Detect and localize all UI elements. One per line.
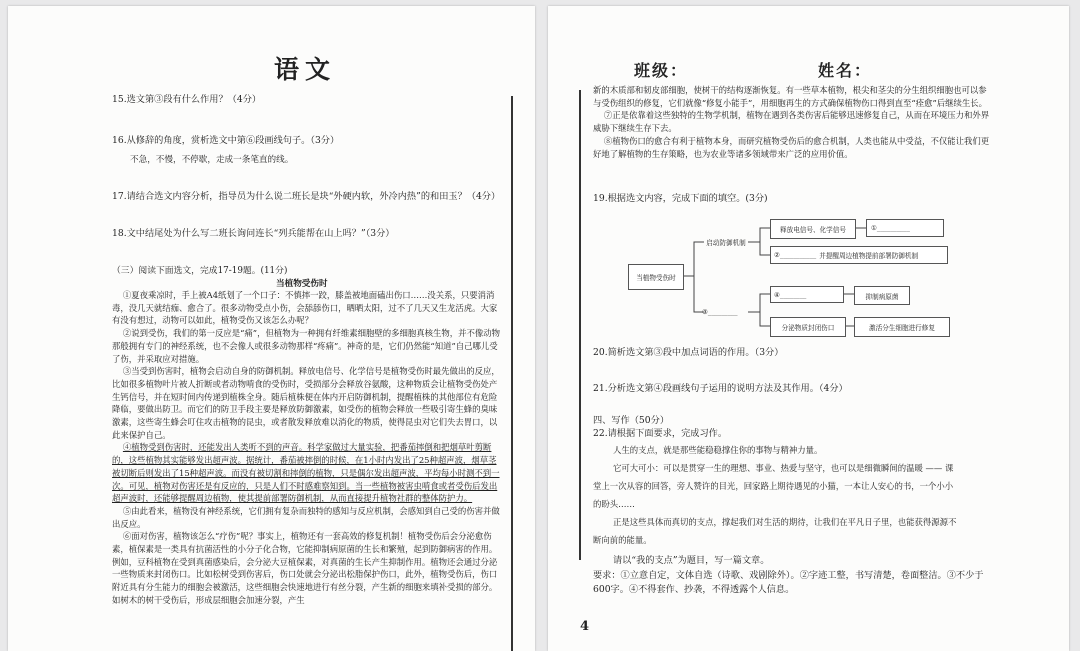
paragraph-1: ①夏夜乘凉时，手上被A4纸划了一个口子：不慎摔一跤，膝盖被地面磕出伤口……没关系，只要消消毒，没几天就结痂、愈合了。很多动物受点小伤，会舔舔伤口，晒晒太阳，过不了几天又生龙活虎。大家有没有想过，动物可以如此，植物受伤又该怎么办呢？ xyxy=(112,290,498,326)
section-heading: （三）阅读下面选文，完成17-19题。(11分) xyxy=(112,266,288,276)
article-body xyxy=(112,289,504,651)
prompt-line-1: 人生的支点，就是那些能稳稳撑住你的事物与精神力量。 xyxy=(613,445,823,455)
question-15: 15.选文第③段有什么作用？（4分） xyxy=(112,94,262,105)
writing-task: 请以“我的支点”为题目，写一篇文章。 xyxy=(613,555,770,566)
prompt-line-2: 它可大可小：可以是贯穿一生的理想、事业、热爱与坚守，也可以是细微瞬间的温暖 —— 课 xyxy=(613,463,954,473)
diagram-blank-2: ②___________ xyxy=(774,251,817,259)
quoted-sentence: 不急，不慢，不停歇，走成一条笔直的线。 xyxy=(130,155,294,165)
article-title: 当植物受伤时 xyxy=(276,279,328,289)
class-label: 班级： xyxy=(634,61,689,80)
exam-page-right xyxy=(548,6,1069,651)
name-label: 姓名： xyxy=(818,61,873,80)
diagram-blank-4: ④________ xyxy=(770,286,844,303)
exam-page-left xyxy=(8,6,535,651)
diagram-blank-1: ①__________ xyxy=(866,219,944,237)
requirements-line-2: 600字。④不得套作、抄袭，不得透露个人信息。 xyxy=(593,584,795,595)
paragraph-4: ④植物受到伤害时，还能发出人类听不到的声音。科学家做过大量实验，把番茄摔倒和把烟草叶剪断的，这些植物其实能够发出超声波。据统计，番茄被摔倒的时候，在1小时内发出了25种超声波，烟草茎被切断后则发出了15种超声波。而没有被切割和摔倒的植物，只是偶尔发出超声波，平均每小时测不到一次。可见，植物对伤害还是有反应的，只是人们不时感难察知到。当一些植物被害虫啃食或者受伤后发出超声波时，还能够提醒周边植物，使其提前部署防御机制，从而直接提升植物社群的整体防护力。 xyxy=(112,442,500,504)
paragraph-8: ⑧植物伤口的愈合有利于植物本身，而研究植物受伤后的愈合机制，人类也能从中受益，不仅能让我们更好地了解植物的生存策略，也为农业等诸多领域带来广泛的应用价值。 xyxy=(593,135,990,159)
diagram-ultrasonic xyxy=(770,246,948,264)
paragraph-3: ③当受到伤害时，植物会启动自身的防御机制。释放电信号、化学信号是植物受伤时最先做出的反应，比如很多植物叶片被人折断或者动物啃食的受伤时，受损部分会释放谷氨酸，这种物质会让植物受伤处产生钙信号，并在短时间内传递到植株全身。随后植株便在体内开启防御机制，提醒植株的其他部位有危险降临，要做出防卫。而它们的防卫手段主要是释放防御激素，如受伤的植物会释放一些吸引寄生蜂的臭味激素，这些寄生蜂会叮住攻击植物的昆虫，或者散发释放难以消化的物质，使得昆虫对它们失去胃口，以此来保护自己。 xyxy=(112,366,500,440)
diagram-activate-cells: 激活分生细胞进行修复 xyxy=(854,317,950,337)
paragraph-2: ②说到受伤，我们的第一反应是“痛”，但植物为一种拥有纤维素细胞壁的多细胞真核生物，并不像动物那般拥有专门的神经系统，也不会像人或很多动物那样“疼痛”。神奇的是，它们仍然能“知道”自己哪儿受了伤，并采取应对措施。 xyxy=(112,328,500,364)
diagram-seal-wound: 分泌物质封闭伤口 xyxy=(770,317,846,337)
question-16: 16.从修辞的角度，赏析选文中第⑥段画线句子。（3分） xyxy=(112,135,340,146)
diagram-blank-3: ③_________ xyxy=(702,308,738,316)
question-21: 21.分析选文第④段画线句子运用的说明方法及其作用。（4分） xyxy=(593,383,848,394)
continued-paragraph: 新的木质部和韧皮部细胞，使树干的结构逐渐恢复。有一些草本植物，根尖和茎尖的分生组织细胞也可以参与受伤组织的修复，它们就像“修复小能手”，用细胞再生的方式确保植物伤口得到直至“痊愈”后继续生长。 xyxy=(593,85,987,108)
prompt-line-6: 断向前的能量。 xyxy=(593,535,652,545)
prompt-line-4: 的盼头…… xyxy=(593,499,635,509)
diagram-defense: 启动防御机制 xyxy=(706,239,746,247)
prompt-line-3: 堂上一次从容的回答，旁人赞许的目光，回家路上期待遇见的小猫，一本让人安心的书，一个小小 xyxy=(593,481,954,491)
question-20: 20.简析选文第③段中加点词语的作用。（3分） xyxy=(593,347,784,358)
diagram-alert: 并提醒周边植物提前部署防御机制 xyxy=(819,252,919,260)
prompt-line-5: 正是这些具体而真切的支点，撑起我们对生活的期待，让我们在平凡日子里，也能获得源源不 xyxy=(613,517,957,527)
paragraph-7: ⑦正是依靠着这些独特的生物学机制，植物在遇到各类伤害后能够迅速修复自己，从而在环境压力和外界威胁下继续生存下去。 xyxy=(593,110,990,134)
margin-line xyxy=(511,96,513,651)
paragraph-6: ⑥面对伤害，植物该怎么“疗伤”呢？事实上，植物还有一套高效的修复机制！植物受伤后会分泌愈伤素，植保素是一类具有抗菌活性的小分子化合物，它能抑制病原菌的生长和繁殖，起到防御病害的作用。例如，豆科植物在受到真菌感染后，会分泌大豆植保素，对真菌的生长产生抑制作用。植物还会通过分泌一些物质来封闭伤口。比如松树受到伤害后，伤口处就会分泌出松脂保护伤口，此外，植物受伤后，伤口附近具有分生能力的细胞会被激活，这些细胞会快速地进行有丝分裂，产生新的细胞来填补受损的部分。如树木的树干受伤后，形成层细胞会加速分裂，产生 xyxy=(112,531,498,605)
requirements-line-1: 要求：①立意自定，文体自选（诗歌、戏剧除外）。②字迹工整，书写清楚，卷面整洁。③不少于 xyxy=(593,570,984,581)
diagram-root: 当植物受伤时 xyxy=(628,264,684,290)
question-17: 17.请结合选文内容分析，指导员为什么说二班长是块“外硬内软，外冷内热”的和田玉？（4分） xyxy=(112,191,501,202)
question-19: 19.根据选文内容，完成下面的填空。(3分) xyxy=(593,193,768,204)
question-18: 18.文中结尾处为什么写二班长询问连长“列兵能帮在山上吗？”（3分） xyxy=(112,228,395,239)
writing-heading: 四、写作（50分） xyxy=(593,415,670,426)
paragraph-5: ⑤由此看来，植物没有神经系统，它们拥有复杂而独特的感知与反应机制，会感知到自己受的伤害并做出反应。 xyxy=(112,505,500,529)
page-number: 4 xyxy=(580,619,590,634)
diagram-signal: 释放电信号、化学信号 xyxy=(770,219,856,239)
question-22: 22.请根据下面要求，完成习作。 xyxy=(593,428,728,439)
diagram-inhibit: 抑制病原菌 xyxy=(854,286,910,305)
subject-title: 语文 xyxy=(274,55,337,84)
